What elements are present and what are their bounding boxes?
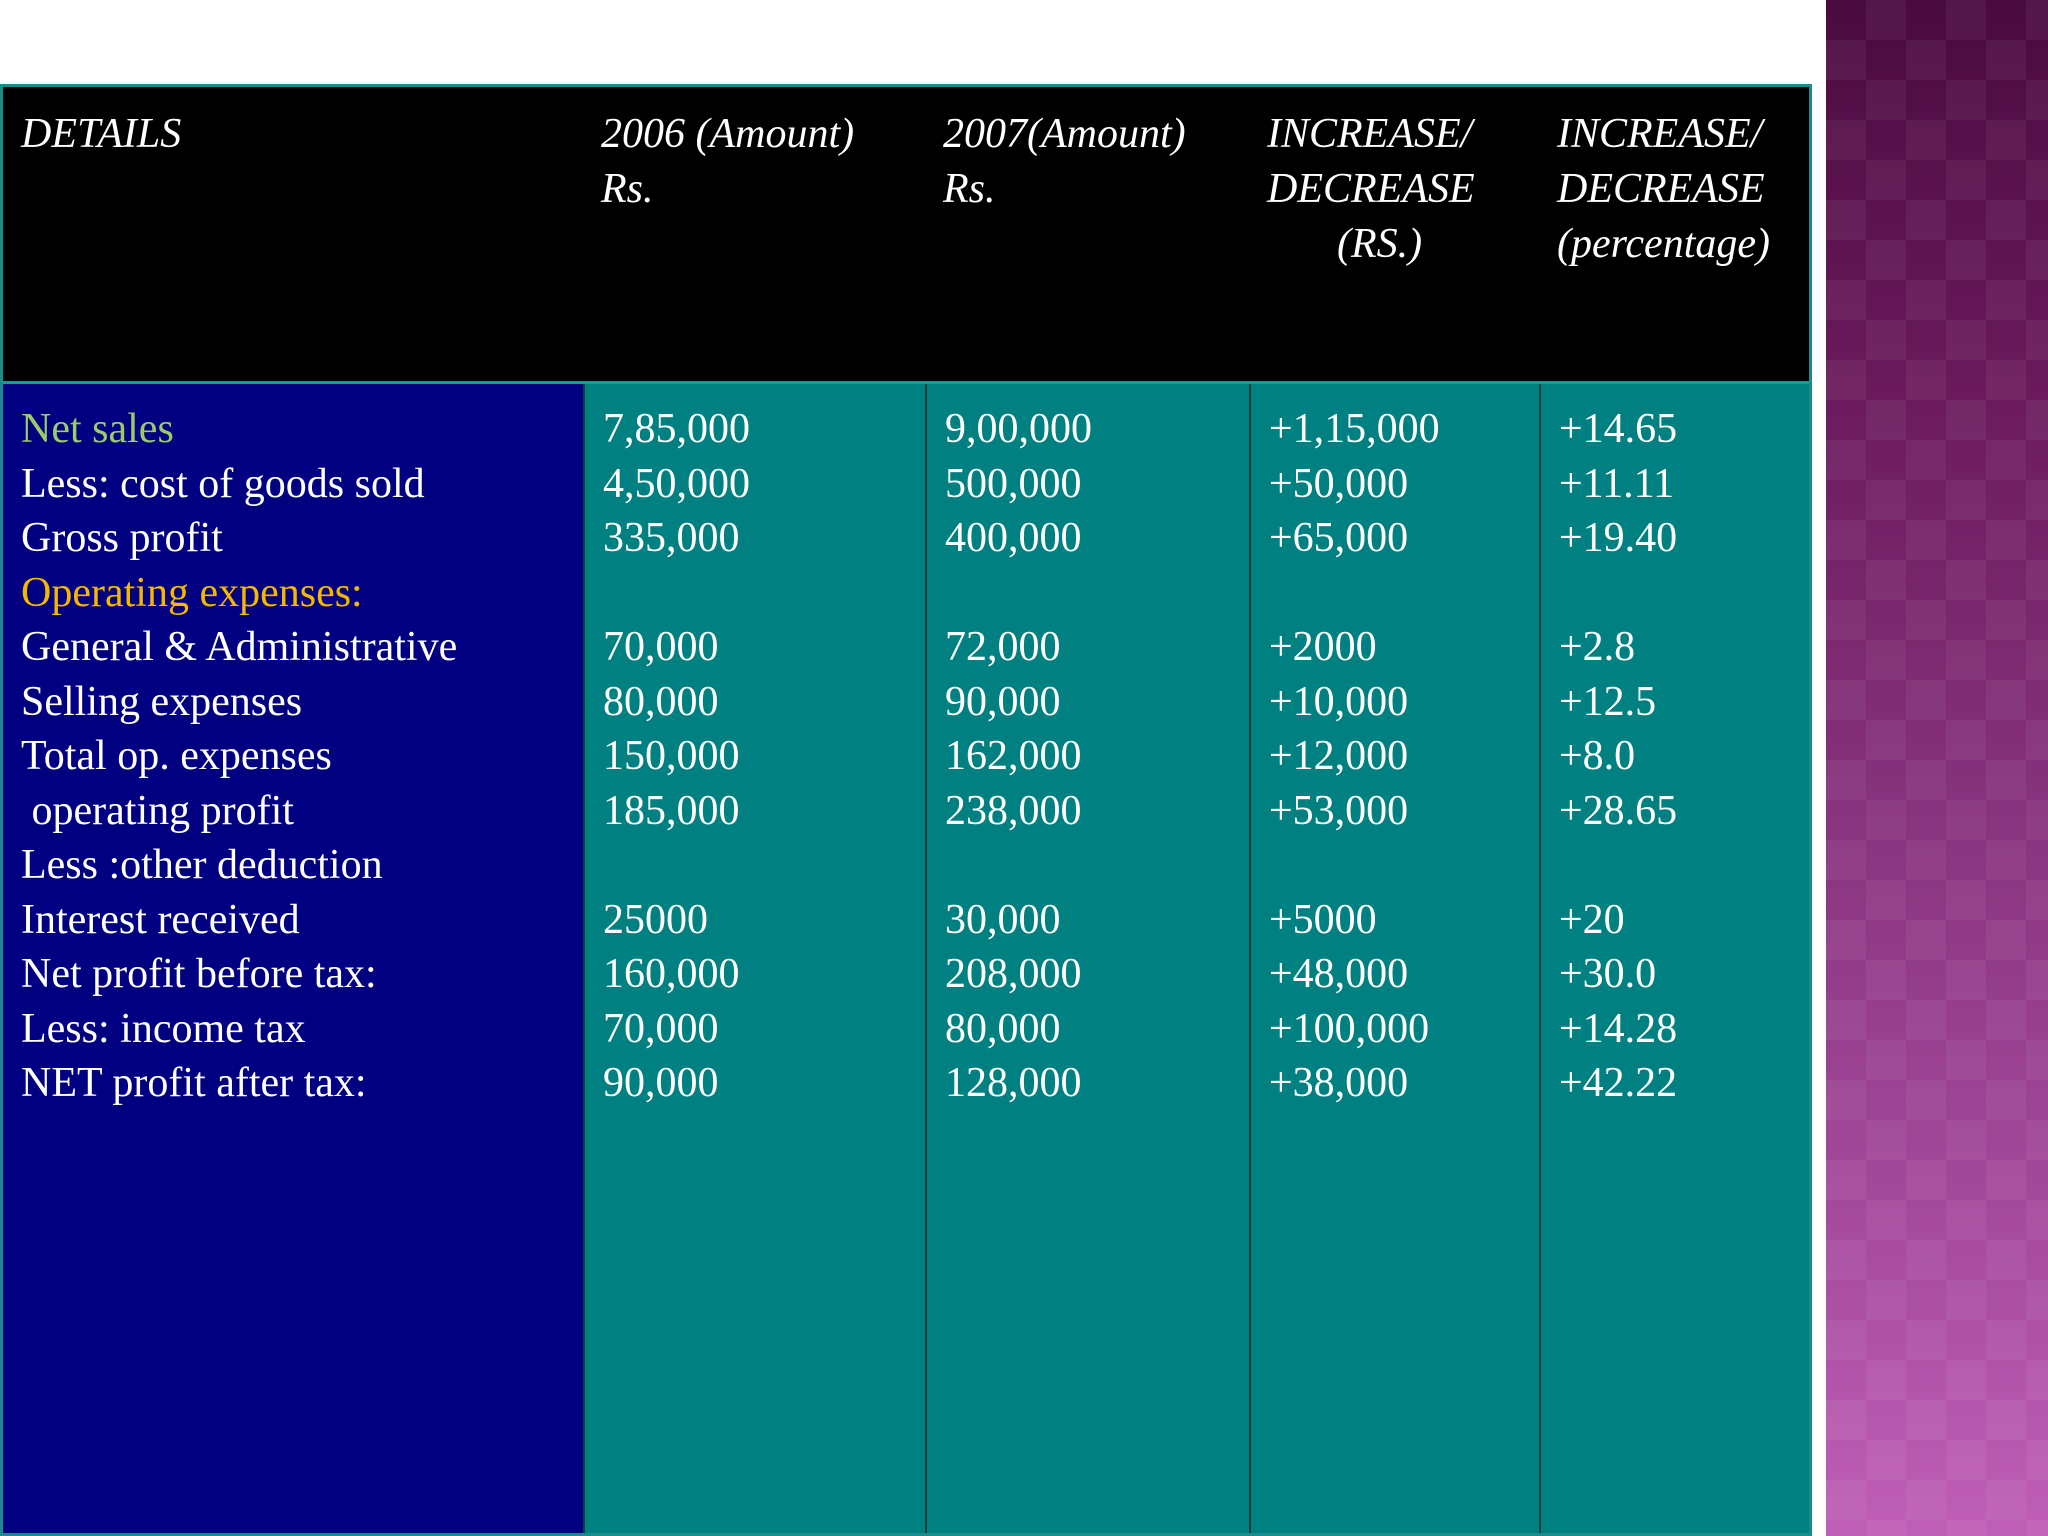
increase-percentage-cell: +8.0: [1559, 733, 1636, 779]
row-label: Operating expenses:: [21, 569, 363, 616]
amount-2007-list: [945, 402, 1092, 1111]
header-2006-amount: 2006 (Amount) Rs.: [601, 111, 855, 212]
increase-percentage-cell: +30.0: [1559, 951, 1657, 997]
increase-percentage-cell: +19.40: [1559, 515, 1678, 561]
increase-percentage-cell: [1559, 838, 1677, 893]
increase-percentage-cell: +42.22: [1559, 1060, 1678, 1106]
header-increase-percentage: INCREASE/ DECREASE (percentage): [1557, 111, 1770, 267]
amount-2006-cell: 70,000: [603, 1005, 719, 1052]
row-label: Interest received: [21, 896, 300, 943]
increase-rs-column: [1249, 384, 1539, 1533]
details-list: [21, 402, 457, 1111]
amount-2007-cell: [945, 566, 1092, 621]
row-label: NET profit after tax:: [21, 1060, 367, 1106]
increase-percentage-column: [1539, 384, 1809, 1533]
increase-rs-cell: +100,000: [1269, 1005, 1430, 1052]
header-details: DETAILS: [21, 111, 182, 157]
row-label: Net sales: [21, 406, 174, 452]
increase-percentage-cell: +11.11: [1559, 460, 1675, 507]
increase-rs-cell: [1269, 566, 1440, 621]
amount-2006-column: [583, 384, 925, 1533]
increase-rs-cell: [1269, 838, 1440, 893]
comparative-income-table: [0, 84, 1812, 1536]
increase-rs-cell: +65,000: [1269, 515, 1409, 561]
amount-2007-cell: 208,000: [945, 951, 1082, 997]
increase-percentage-cell: +14.28: [1559, 1005, 1678, 1052]
increase-rs-cell: +1,15,000: [1269, 406, 1440, 452]
amount-2006-cell: 160,000: [603, 951, 740, 997]
amount-2007-cell: [945, 838, 1092, 893]
amount-2007-cell: 238,000: [945, 787, 1082, 834]
row-label: Less: income tax: [21, 1005, 306, 1052]
amount-2006-cell: 70,000: [603, 624, 719, 670]
amount-2006-cell: 25000: [603, 896, 708, 943]
increase-rs-cell: +48,000: [1269, 951, 1409, 997]
amount-2007-cell: 30,000: [945, 896, 1061, 943]
increase-rs-cell: +2000: [1269, 624, 1377, 670]
row-label: operating profit: [21, 787, 294, 834]
increase-percentage-list: [1559, 402, 1677, 1111]
increase-rs-cell: +10,000: [1269, 678, 1409, 725]
increase-percentage-cell: +12.5: [1559, 678, 1657, 725]
row-label: Gross profit: [21, 515, 223, 561]
increase-percentage-cell: +14.65: [1559, 406, 1678, 452]
row-label: Total op. expenses: [21, 733, 332, 779]
details-column: [3, 384, 583, 1533]
row-label: General & Administrative: [21, 624, 458, 670]
increase-percentage-cell: +28.65: [1559, 787, 1678, 834]
amount-2007-cell: 128,000: [945, 1060, 1082, 1106]
row-label: Selling expenses: [21, 678, 303, 725]
amount-2007-cell: 500,000: [945, 460, 1082, 507]
header-2007-amount: 2007(Amount) Rs.: [943, 111, 1186, 212]
amount-2007-cell: 400,000: [945, 515, 1082, 561]
amount-2006-cell: 90,000: [603, 1060, 719, 1106]
amount-2007-column: [925, 384, 1249, 1533]
amount-2006-cell: 7,85,000: [603, 406, 750, 452]
amount-2006-cell: [603, 838, 750, 893]
increase-rs-list: [1269, 402, 1440, 1111]
amount-2006-cell: 335,000: [603, 515, 740, 561]
amount-2006-list: [603, 402, 750, 1111]
decorative-side-panel: [1826, 0, 2048, 1536]
amount-2006-cell: 80,000: [603, 678, 719, 725]
amount-2007-cell: 80,000: [945, 1005, 1061, 1052]
row-label: Less: cost of goods sold: [21, 460, 425, 507]
amount-2007-cell: 162,000: [945, 733, 1082, 779]
increase-percentage-cell: [1559, 566, 1677, 621]
header-increase-rs: INCREASE/ DECREASE (RS.): [1267, 111, 1475, 267]
amount-2007-cell: 9,00,000: [945, 406, 1092, 452]
increase-rs-cell: +12,000: [1269, 733, 1409, 779]
increase-rs-cell: +53,000: [1269, 787, 1409, 834]
amount-2006-cell: 150,000: [603, 733, 740, 779]
amount-2007-cell: 72,000: [945, 624, 1061, 670]
increase-rs-cell: +5000: [1269, 896, 1377, 943]
row-label: Less :other deduction: [21, 842, 383, 888]
amount-2007-cell: 90,000: [945, 678, 1061, 725]
increase-percentage-cell: +2.8: [1559, 624, 1636, 670]
increase-rs-cell: +38,000: [1269, 1060, 1409, 1106]
amount-2006-cell: 4,50,000: [603, 460, 750, 507]
table-header-row: [3, 87, 1809, 384]
increase-percentage-cell: +20: [1559, 896, 1625, 943]
amount-2006-cell: 185,000: [603, 787, 740, 834]
amount-2006-cell: [603, 566, 750, 621]
row-label: Net profit before tax:: [21, 951, 377, 997]
table-body: [3, 384, 1809, 1533]
increase-rs-cell: +50,000: [1269, 460, 1409, 507]
